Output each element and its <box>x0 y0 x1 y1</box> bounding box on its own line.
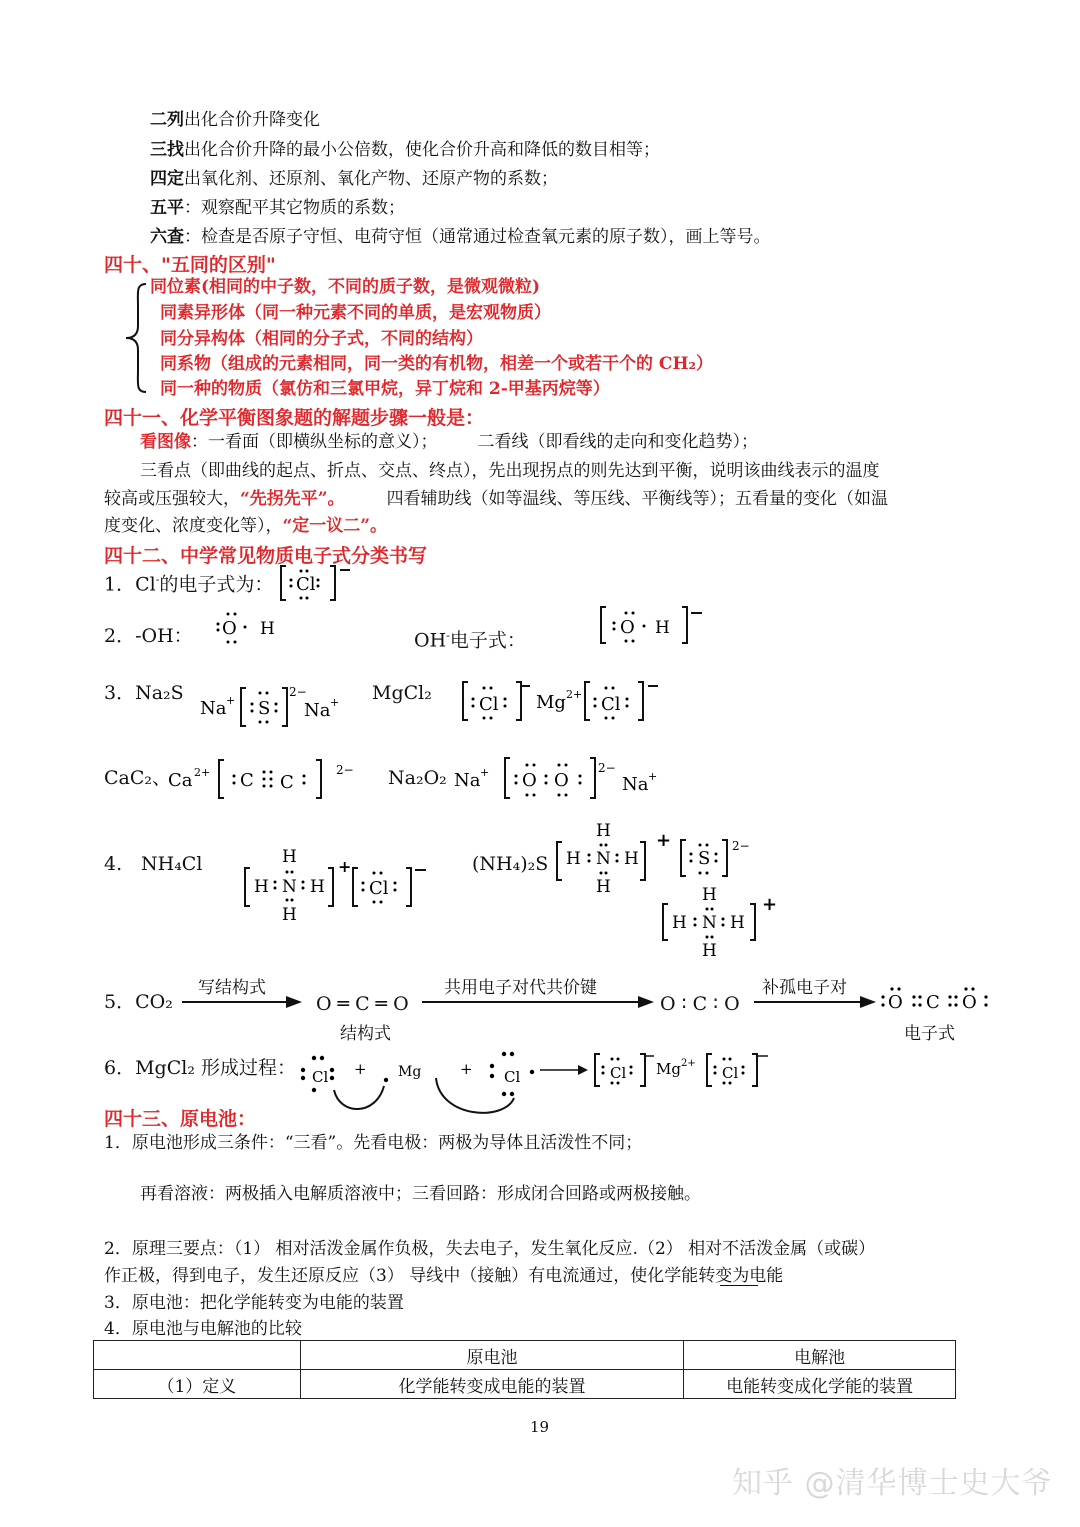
svg-text:C: C <box>280 772 294 793</box>
svg-text:Mg: Mg <box>398 1064 422 1080</box>
step-5 <box>150 196 405 220</box>
mgcl2-electron-formula <box>460 676 670 724</box>
co2-structural-label: 结构式 <box>340 1024 391 1044</box>
sup: - <box>446 629 450 642</box>
co2-structural-formula: O ═ C ═ O <box>316 993 409 1015</box>
s43-line-1: 1．原电池形成三条件：“三看”。先看电极：两极为导体且活泼性不同； <box>104 1133 643 1153</box>
s41-key: 看图像 <box>140 432 191 452</box>
svg-text:H: H <box>566 849 581 869</box>
s41-line-1 <box>140 430 758 454</box>
s41-l3-red: “先拐先平”。 <box>240 489 345 509</box>
svg-text:O: O <box>620 617 635 638</box>
na2s-electron-formula <box>196 676 356 730</box>
label: OH <box>414 629 447 652</box>
s42-item-4: 4. <box>104 853 123 875</box>
svg-text:Na: Na <box>200 698 227 719</box>
svg-text:O: O <box>888 992 903 1013</box>
brace-icon <box>122 282 152 394</box>
sup: - <box>155 573 160 586</box>
mgcl2-formation-diagram <box>290 1046 790 1118</box>
step-key: 二列 <box>150 110 184 130</box>
section-41-title: 四十一、化学平衡图象题的解题步骤一般是： <box>104 407 485 429</box>
co2-electron-label: 电子式 <box>904 1024 955 1044</box>
svg-text:H: H <box>730 913 745 933</box>
table-header-cell: 原电池 <box>300 1341 684 1370</box>
s43-line-4: 作正极，得到电子，发生还原反应（3） 导线中（接触）有电流通过，使化学能转变为电能 <box>104 1266 784 1286</box>
s40-item-3: 同分异构体（相同的分子式，不同的结构） <box>160 329 483 349</box>
s41-line-3 <box>104 487 888 511</box>
svg-text:N: N <box>596 849 611 869</box>
svg-text:+: + <box>460 1060 473 1078</box>
nh4cl-label: NH₄Cl <box>141 853 203 875</box>
svg-text:+: + <box>480 766 490 779</box>
svg-text:Mg: Mg <box>536 692 566 713</box>
table-header-cell <box>94 1341 301 1370</box>
s43-line-2: 再看溶液：两极插入电解质溶液中；三看回路：形成闭合回路或两极接触。 <box>140 1184 701 1204</box>
svg-text:H: H <box>282 905 297 925</box>
svg-text:S: S <box>258 698 271 719</box>
step-3 <box>150 138 660 162</box>
step-key: 四定 <box>150 169 184 189</box>
table-header-row <box>94 1341 956 1370</box>
step-key: 六查 <box>150 227 184 247</box>
nh42s-electron-formula <box>552 818 778 964</box>
svg-text:2−: 2− <box>598 761 616 775</box>
svg-text:+: + <box>648 770 658 783</box>
cac2-label: CaC₂、 <box>104 767 172 789</box>
page-number: 19 <box>530 1418 550 1436</box>
svg-text:+: + <box>762 894 778 915</box>
na2o2-label: Na₂O₂ <box>388 767 447 789</box>
step-key: 五平 <box>150 198 184 218</box>
s40-item-4: 同系物（组成的元素相同，同一类的有机物，相差一个或若干个的 CH₂） <box>160 354 713 374</box>
s41-line-2: 三看点（即曲线的起点、折点、交点、终点），先出现拐点的则先达到平衡，说明该曲线表示的温度 <box>140 461 880 481</box>
s41-l3-text-b: 四看辅助线（如等温线、等压线、平衡线等）；五看量的变化（如温 <box>386 489 889 509</box>
svg-text:S: S <box>698 848 711 869</box>
section-43-title: 四十三、原电池： <box>104 1108 257 1130</box>
svg-text:Na: Na <box>622 774 649 795</box>
svg-text:Na: Na <box>454 770 481 791</box>
s41-text-b: 二看线（即看线的走向和变化趋势）； <box>477 432 758 452</box>
s41-text-a: ：一看面（即横纵坐标的意义）； <box>191 432 438 452</box>
label: 1．Cl <box>104 573 156 596</box>
cac2-electron-formula <box>164 754 364 804</box>
svg-text:Cl: Cl <box>601 694 621 715</box>
svg-text:Cl: Cl <box>610 1064 627 1082</box>
svg-text:Cl: Cl <box>504 1068 521 1086</box>
s42-item-6: 6．MgCl₂ 形成过程： <box>104 1057 296 1079</box>
step-text: 出化合价升降的最小公倍数，使化合价升高和降低的数目相等； <box>184 140 660 160</box>
svg-text:Cl: Cl <box>312 1068 329 1086</box>
svg-text:O: O <box>554 770 569 791</box>
svg-text:O: O <box>522 770 537 791</box>
mgcl2-label: MgCl₂ <box>372 682 432 704</box>
svg-text:H: H <box>282 847 297 867</box>
svg-text:N: N <box>282 877 297 897</box>
s43-line-6: 4．原电池与电解池的比较 <box>104 1319 302 1339</box>
step-text: ：检查是否原子守恒、电荷守恒（通常通过检查氧元素的原子数），画上等号。 <box>184 227 771 247</box>
svg-text:C: C <box>240 770 254 791</box>
s41-l4-red: “定一议二”。 <box>282 516 388 536</box>
s41-line-4 <box>104 514 387 538</box>
s40-item-2: 同素异形体（同一种元素不同的单质，是宏观物质） <box>160 303 551 323</box>
svg-text:H: H <box>702 941 717 961</box>
svg-text:Cl: Cl <box>722 1064 739 1082</box>
svg-text:Mg: Mg <box>656 1060 681 1078</box>
co2-electron-formula <box>878 984 992 1020</box>
svg-text:+: + <box>226 694 236 707</box>
svg-text:H: H <box>310 877 325 897</box>
underline <box>720 1285 758 1286</box>
svg-text:H: H <box>702 885 717 905</box>
label-rest: 电子式： <box>449 629 526 652</box>
s41-l4-text: 度变化、浓度变化等）， <box>104 516 283 536</box>
svg-text:H: H <box>260 619 275 639</box>
s42-item-2b <box>414 624 526 652</box>
svg-text:Cl: Cl <box>296 574 316 595</box>
co2-dot-formula: O ∶ C ∶ O <box>660 993 740 1015</box>
co2-arrow3-label: 补孤电子对 <box>762 978 847 998</box>
svg-text:Ca: Ca <box>168 770 193 791</box>
section-42-title: 四十二、中学常见物质电子式分类书写 <box>104 545 428 567</box>
label-rest: 的电子式为： <box>159 573 274 596</box>
svg-text:H: H <box>655 618 670 638</box>
step-text: 出化合价升降变化 <box>184 110 320 130</box>
svg-text:H: H <box>624 849 639 869</box>
s40-item-1: 同位素(相同的中子数，不同的质子数，是微观微粒) <box>150 277 541 297</box>
section-40-title: 四十、"五同的区别" <box>104 254 276 276</box>
hydroxide-electron-formula <box>598 603 708 647</box>
na2o2-electron-formula <box>452 752 662 804</box>
svg-text:2−: 2− <box>336 763 354 777</box>
svg-text:N: N <box>702 913 717 933</box>
table-header-cell: 电解池 <box>684 1341 956 1370</box>
svg-text:H: H <box>596 877 611 897</box>
svg-text:2+: 2+ <box>566 688 583 701</box>
svg-text:+: + <box>656 830 672 851</box>
s42-item-1 <box>104 568 273 596</box>
svg-text:2−: 2− <box>732 839 750 853</box>
s42-item-3: 3．Na₂S <box>104 682 184 704</box>
svg-text:Cl: Cl <box>479 694 499 715</box>
svg-text:H: H <box>596 821 611 841</box>
co2-arrow1-label: 写结构式 <box>198 978 266 998</box>
svg-text:C: C <box>926 992 940 1013</box>
s43-line-3: 2．原理三要点：（1） 相对活泼金属作负极，失去电子，发生氧化反应.（2） 相对不活泼金属（或碳） <box>104 1239 876 1259</box>
table-cell: 化学能转变成电能的装置 <box>300 1370 684 1399</box>
s42-item-5: 5．CO₂ <box>104 991 173 1013</box>
step-text: 出氧化剂、还原剂、氧化产物、还原产物的系数； <box>184 169 558 189</box>
watermark: 知乎 @清华博士史大爷 <box>732 1466 1053 1501</box>
table-cell: （1）定义 <box>94 1370 301 1399</box>
svg-text:Na: Na <box>304 700 331 721</box>
table-cell: 电能转变成化学能的装置 <box>684 1370 956 1399</box>
step-4 <box>150 167 558 191</box>
svg-text:+: + <box>338 857 352 876</box>
hydroxyl-electron-formula <box>214 604 284 646</box>
s42-item-2: 2．-OH： <box>104 625 193 647</box>
svg-text:H: H <box>672 913 687 933</box>
s40-item-5: 同一种的物质（氯仿和三氯甲烷，异丁烷和 2-甲基丙烷等） <box>160 379 610 399</box>
step-2 <box>150 108 320 132</box>
nh4cl-electron-formula <box>240 842 440 926</box>
step-6 <box>150 225 771 249</box>
s43-line-5: 3．原电池：把化学能转变为电能的装置 <box>104 1293 404 1313</box>
svg-text:O: O <box>222 618 237 639</box>
table-row <box>94 1370 956 1399</box>
step-text: ：观察配平其它物质的系数； <box>184 198 405 218</box>
cl-minus-electron-formula <box>278 562 358 604</box>
step-key: 三找 <box>150 140 184 160</box>
svg-text:+: + <box>354 1060 367 1078</box>
svg-text:2+: 2+ <box>681 1058 696 1069</box>
s41-l3-text-a: 较高或压强较大， <box>104 489 240 509</box>
co2-arrow2-label: 共用电子对代共价键 <box>444 978 597 998</box>
comparison-table <box>93 1340 956 1399</box>
svg-text:O: O <box>962 992 977 1013</box>
svg-text:2−: 2− <box>289 685 307 699</box>
svg-text:Cl: Cl <box>369 878 389 899</box>
svg-text:H: H <box>254 877 269 897</box>
nh42s-label: (NH₄)₂S <box>472 853 549 875</box>
svg-text:+: + <box>330 696 340 709</box>
svg-text:2+: 2+ <box>194 766 211 779</box>
